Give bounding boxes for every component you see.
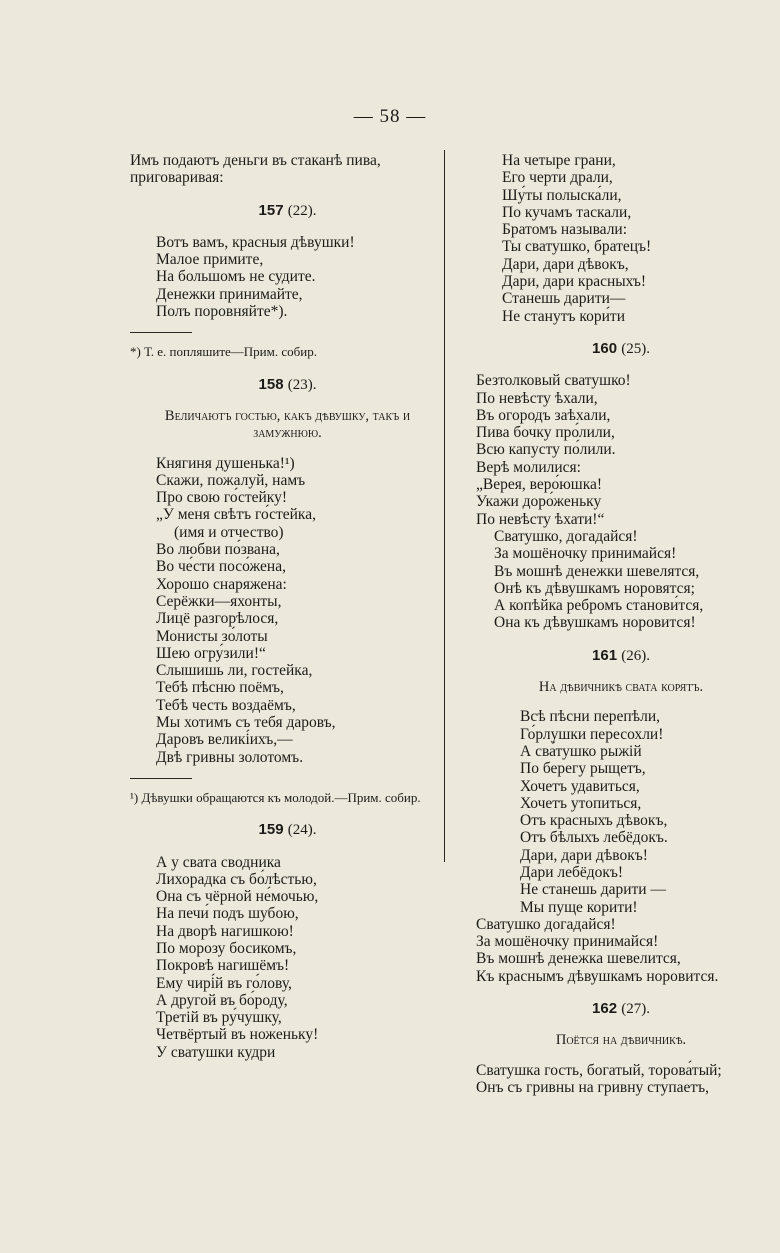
verse-line: Денежки принимайте, [156, 285, 303, 303]
verse-line: Не станутъ кори́ти [502, 307, 625, 325]
verse-line: Шею огру́зили!“ [156, 644, 266, 662]
song-subtitle-161: На дѣвичникѣ свата корятъ. [538, 679, 704, 696]
verse-line: Верѣ молилися: [476, 458, 581, 476]
verse-block [476, 708, 766, 916]
verse-line: (имя и отчество) [174, 523, 284, 541]
verse-line: Тебѣ пѣсню поёмъ, [156, 679, 284, 697]
song-number: 159 [258, 821, 284, 839]
left-column [130, 152, 445, 1061]
intro-line: Имъ подаютъ деньги въ стаканѣ пива, [130, 152, 381, 169]
verse-line: Малое примите, [156, 251, 264, 269]
verse-line: А у свата сводника [156, 853, 281, 871]
verse-line: Хочетъ утопиться, [520, 794, 642, 812]
verse-line: Полъ поровняйте*). [156, 303, 288, 321]
verse-line-block [476, 372, 766, 528]
verse-line: За мошёночку принимайся! [476, 933, 659, 951]
footnote-rule [130, 778, 192, 779]
footnote-rule [130, 332, 192, 333]
verse-line: По кучамъ таскали, [502, 203, 632, 221]
intro-text [130, 152, 445, 187]
verse-line: Ему чирі́й въ го́лову, [156, 974, 292, 992]
verse-line: Всѣ пѣсни перепѣли, [520, 708, 660, 726]
verse-line: На большомъ не судите. [156, 268, 316, 286]
verse-line: Серёжки—яхонты, [156, 592, 282, 610]
subtitle-line: Величаютъ гостью, какъ дѣвушку, такъ и [164, 407, 411, 424]
verse-line: По невѣсту ѣхали, [476, 389, 598, 407]
verse-line: Въ мошнѣ денежки шевелятся, [494, 562, 700, 580]
song-subnumber: (22). [287, 202, 317, 219]
verse-line: Хочетъ удавиться, [520, 777, 640, 795]
song-subnumber: (24). [287, 822, 317, 839]
verse-line: Не станешь дарити — [520, 881, 666, 899]
verse-line: Княгиня душенька!¹) [156, 454, 295, 472]
verse-line: Даровъ великі́ихъ,— [156, 731, 293, 749]
verse-line: „У меня свѣтъ го́стейка, [156, 506, 316, 524]
verse-line: На четыре грани, [502, 152, 616, 169]
right-column [476, 152, 766, 1096]
song-subnumber: (26). [621, 647, 650, 664]
verse-line: Онѣ къ дѣвушкамъ норовятся; [494, 579, 695, 597]
verse-line: На дворѣ нагишкою! [156, 922, 294, 940]
song-number: 158 [258, 375, 284, 393]
verse-line: Укажи доро́женьку [476, 493, 602, 511]
verse-line: Шу́ты полыска́ли, [502, 186, 622, 204]
song-number: 162 [592, 1000, 618, 1018]
page-number: — 58 — [353, 106, 427, 127]
song-subnumber: (25). [621, 340, 650, 357]
song-subnumber: (23). [287, 376, 317, 393]
verse-line: Покровѣ нагишёмъ! [156, 957, 290, 975]
verse-line: Про свою го́стейку! [156, 489, 288, 507]
song-heading-161 [476, 647, 766, 665]
verse-line: Всю капусту по́лили. [476, 441, 616, 459]
verse-line-block [476, 1062, 766, 1097]
verse-line: Го́рлушки пересохли! [520, 725, 664, 743]
song-heading-162 [476, 1000, 766, 1018]
verse-line: Во любви по́звана, [156, 541, 280, 559]
verse-line: Станешь дарити— [502, 290, 626, 308]
verse-line: Она къ дѣвушкамъ норовится! [494, 614, 696, 632]
song-heading-159 [130, 821, 445, 839]
footnote-2: ¹) Дѣвушки обращаются къ молодой.—Прим. собир. [130, 789, 421, 805]
verse-line: Вотъ вамъ, красныя дѣвушки! [156, 233, 355, 251]
verse-line-block [476, 916, 766, 985]
verse-line: Тебѣ честь воздаёмъ, [156, 696, 296, 714]
verse-line: Ты сватушко, братецъ! [502, 238, 652, 256]
song-subnumber: (27). [621, 1001, 650, 1018]
verse-line: Слышишь ли, гостейка, [156, 662, 313, 680]
verse-line: Она съ чёрной не́мочью, [156, 888, 319, 906]
verse-line: Хорошо снаряжена: [156, 575, 287, 593]
verse-line: Мы хотимъ съ тебя даровъ, [156, 714, 336, 732]
verse-line: По морозу босикомъ, [156, 939, 297, 957]
verse-line: Въ огородъ заѣхали, [476, 406, 611, 424]
verse-line: Къ краснымъ дѣвушкамъ норовится. [476, 967, 719, 985]
song-number: 160 [592, 339, 618, 357]
verse-line: Дари, дари красныхъ! [502, 273, 647, 291]
verse-line: У сватушки кудри [156, 1043, 276, 1061]
verse-line: На печи́ подъ шубою, [156, 905, 299, 923]
verse-line: Сватушка гость, богатый, торова́тый; [476, 1061, 722, 1079]
verse-line: По невѣсту ѣхати!“ [476, 510, 605, 528]
song-subtitle-158 [130, 408, 445, 443]
verse-line: По берегу рыщетъ, [520, 760, 646, 778]
intro-line: приговаривая: [130, 169, 224, 187]
song-number: 161 [592, 646, 618, 664]
verse-line: А сва́тушко рыжій [520, 742, 642, 760]
verse-line: Сватушко, догадайся! [494, 527, 638, 545]
verse-line: А другой въ бо́роду, [156, 991, 288, 1009]
verse-line: Дари, дари дѣвокъ! [520, 846, 648, 864]
verse-line: За мошёночку принимайся! [494, 545, 677, 563]
verse-line-block [476, 528, 766, 632]
verse-line: „Верея, веро́юшка! [476, 476, 603, 494]
verse-line: Лихорадка съ бо́лѣстью, [156, 870, 317, 888]
verse-line: Братомъ называли: [502, 221, 628, 239]
footnote-1: *) Т. е. попляшите—Прим. собир. [130, 344, 317, 360]
verse-line: Дари лебёдокъ! [520, 863, 624, 881]
verse-line-block [476, 152, 766, 325]
verse-block [130, 455, 445, 766]
verse-line: Скажи, пожалуй, намъ [156, 471, 306, 489]
verse-line: Мониcты зо́лоты [156, 627, 268, 645]
verse-line: Его черти драли, [502, 169, 613, 187]
verse-line: Пива бочку про́лили, [476, 424, 615, 442]
verse-line: Онъ съ гривны на гривну ступаетъ, [476, 1078, 710, 1096]
verse-line: Сватушко догадайся! [476, 915, 616, 933]
subtitle-line: замужнюю. [253, 425, 322, 442]
song-number: 157 [258, 201, 284, 219]
verse-line: Безтолковый сватушко! [476, 372, 631, 390]
verse-line-block [130, 854, 445, 1062]
verse-line: А копѣйка ребромъ станови́тся, [494, 597, 704, 615]
verse-line: Отъ бѣлыхъ лебёдокъ. [520, 829, 668, 847]
verse-line: Лицё разгорѣлося, [156, 610, 279, 628]
song-heading-160 [476, 340, 766, 358]
song-heading-157 [130, 202, 445, 220]
verse-line-block [130, 234, 445, 320]
song-heading-158 [130, 376, 445, 394]
verse-line: Четвёртый въ ноженьку! [156, 1026, 319, 1044]
verse-line: Мы пуще корити! [520, 898, 638, 916]
verse-line: Въ мошнѣ денежка шевелится, [476, 950, 681, 968]
verse-line: Отъ красныхъ дѣвокъ, [520, 812, 668, 830]
verse-line: Дари, дари дѣвокъ, [502, 255, 629, 273]
verse-line: Во че́сти посо́жена, [156, 558, 286, 576]
verse-line: Двѣ гривны золотомъ. [156, 748, 304, 766]
song-subtitle-162: Поётся на дѣвичникѣ. [555, 1032, 687, 1049]
verse-line: Третій въ ру́чушку, [156, 1009, 282, 1027]
